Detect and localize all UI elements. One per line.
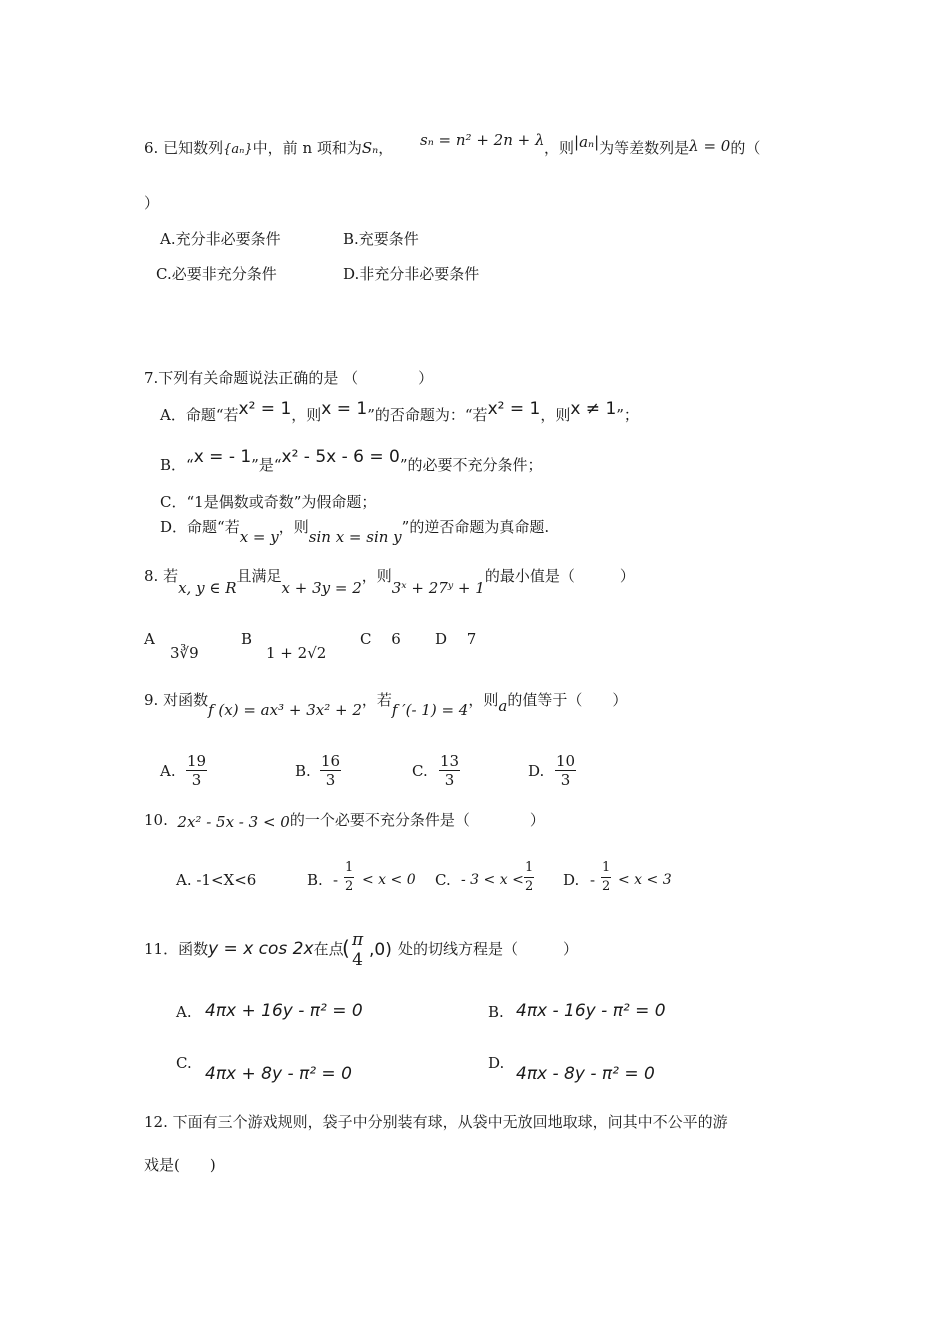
q7-a-x2b: x² = 1 — [487, 399, 541, 419]
q9-option-a-fraction — [186, 752, 207, 789]
q9-text: ，若 — [361, 691, 392, 709]
q9-line — [144, 690, 628, 719]
q10-option-a[interactable]: A. -1<X<6 — [176, 871, 257, 889]
q11-point-rest: ,0) — [369, 940, 392, 960]
q6-option-d[interactable]: D.非充分非必要条件 — [343, 265, 480, 283]
q6-line1b — [544, 133, 761, 158]
q9-option-a-label[interactable]: A. — [160, 762, 176, 780]
denominator: 3 — [555, 770, 576, 789]
denominator: 2 — [525, 879, 534, 894]
q8-vars: x, y ∈ R — [178, 579, 237, 597]
q10-text: 的一个必要不充分条件是（ ） — [289, 811, 545, 829]
q7-b-text: ”是“ — [251, 456, 282, 474]
q6-text: 中，前 n 项和为 — [252, 139, 362, 157]
q6-seq: {aₙ} — [223, 142, 253, 157]
q6-option-c[interactable]: C.必要非充分条件 — [156, 265, 277, 283]
q10-option-d-minus: - — [590, 871, 596, 889]
numerator: 10 — [556, 752, 576, 770]
q7-a-x2: x² = 1 — [238, 399, 292, 419]
q7-a-x: x = 1 — [321, 399, 368, 419]
q11-option-a-label[interactable]: A. — [176, 1003, 192, 1021]
numerator: 1 — [345, 860, 354, 875]
q9-option-c-fraction — [439, 752, 460, 789]
q8-line — [144, 566, 635, 597]
q7-b-eq: x² - 5x - 6 = 0 — [281, 447, 400, 467]
q9-text: ，则 — [468, 691, 499, 709]
q8-option-b-value: 1 + 2√2 — [266, 644, 327, 662]
q9-function: f (x) = ax³ + 3x² + 2 — [208, 701, 362, 719]
q9-text: 9. 对函数 — [144, 691, 209, 709]
denominator: 4 — [352, 950, 363, 970]
denominator: 2 — [345, 879, 354, 894]
q11-text: 在点 — [313, 940, 344, 958]
q9-option-c-label[interactable]: C. — [412, 762, 428, 780]
q10-number: 10. — [144, 811, 168, 829]
denominator: 3 — [186, 770, 207, 789]
q6-number: 6. — [144, 139, 159, 157]
q7-a-text: A．命题“若 — [160, 406, 239, 424]
q11-option-b: 4πx - 16y - π² = 0 — [516, 1001, 666, 1021]
numerator: 16 — [321, 752, 341, 770]
q6-an: |aₙ| — [574, 133, 600, 151]
q8-text: ，则 — [361, 567, 392, 585]
denominator: 3 — [320, 770, 341, 789]
q10-option-c-label[interactable]: C. — [435, 871, 451, 889]
q11-option-c: 4πx + 8y - π² = 0 — [205, 1064, 352, 1084]
q8-option-d[interactable]: D 7 — [435, 630, 477, 648]
q10-option-d-label[interactable]: D. — [563, 871, 580, 889]
q10-option-c-fraction — [524, 859, 534, 896]
q6-text: ，则 — [544, 139, 575, 157]
q10-option-b-rest: < x < 0 — [362, 872, 416, 888]
q6-text: 的（ — [730, 139, 761, 157]
q8-option-a-value: 3∛9 — [170, 644, 199, 662]
q6-option-a[interactable]: A.充分非必要条件 — [160, 230, 281, 248]
q6-sn: Sₙ — [361, 139, 379, 157]
q11-text-end: 处的切线方程是（ ） — [398, 940, 579, 958]
q7-option-d[interactable] — [160, 517, 550, 546]
q7-a-xne: x ≠ 1 — [570, 399, 617, 419]
q8-text: 且满足 — [236, 567, 282, 585]
q12-line1: 12. 下面有三个游戏规则，袋子中分别装有球，从袋中无放回地取球，问其中不公平的游 — [144, 1113, 728, 1131]
q11-point-open: ( — [342, 936, 350, 960]
q9-a: a — [498, 697, 508, 715]
q12-line2: 戏是( ) — [144, 1156, 216, 1174]
numerator: 1 — [525, 860, 534, 875]
q9-derivative: f ′(- 1) = 4 — [391, 701, 469, 719]
q9-text: 的值等于（ ） — [507, 691, 628, 709]
q11-option-d: 4πx - 8y - π² = 0 — [516, 1064, 655, 1084]
q7-option-a[interactable] — [160, 399, 639, 425]
q10-option-b-fraction — [344, 859, 354, 896]
q8-text: 的最小值是（ ） — [484, 567, 635, 585]
q10-option-d-fraction — [601, 859, 611, 896]
q11-option-b-label[interactable]: B. — [488, 1003, 504, 1021]
q6-text: 为等差数列是 — [599, 139, 690, 157]
q7-d-text: ”的逆否命题为真命题. — [401, 518, 550, 536]
q11-option-c-label[interactable]: C. — [176, 1054, 192, 1072]
q11-function: y = x cos 2x — [208, 939, 314, 959]
numerator: 13 — [440, 752, 460, 770]
q6-close: ） — [144, 194, 160, 212]
q9-option-d-label[interactable]: D. — [528, 762, 545, 780]
q10-option-b-minus: - — [333, 871, 339, 889]
q10-inequality: 2x² - 5x - 3 < 0 — [177, 813, 290, 831]
q10-option-b-label[interactable]: B. — [307, 871, 323, 889]
q7-d-xy: x = y — [239, 528, 279, 546]
denominator: 2 — [602, 879, 611, 894]
q7-d-sin: sin x = sin y — [308, 528, 402, 546]
q7-title: 7.下列有关命题说法正确的是 （ ） — [144, 369, 434, 387]
q10-line — [144, 810, 545, 830]
q8-expr: 3ˣ + 27ʸ + 1 — [391, 579, 485, 597]
numerator: 19 — [187, 752, 207, 770]
q9-option-d-fraction — [555, 752, 576, 789]
q7-d-text: D．命题“若 — [160, 518, 240, 536]
q6-text: ， — [378, 139, 394, 157]
q9-option-b-fraction — [320, 752, 341, 789]
q6-cond: λ = 0 — [689, 137, 731, 155]
q11-option-a: 4πx + 16y - π² = 0 — [205, 1001, 363, 1021]
denominator: 3 — [439, 770, 460, 789]
numerator: 1 — [602, 860, 611, 875]
q10-option-d-rest: < x < 3 — [618, 872, 672, 888]
q11-option-d-label[interactable]: D. — [488, 1054, 505, 1072]
q8-cond: x + 3y = 2 — [281, 579, 362, 597]
q7-a-text: ，则 — [540, 406, 571, 424]
q11-text: 11．函数 — [144, 940, 209, 958]
q8-text: 8. 若 — [144, 567, 179, 585]
q6-text: 已知数列 — [163, 139, 224, 157]
q7-d-text: ，则 — [278, 518, 309, 536]
q7-b-text: ”的必要不充分条件； — [399, 456, 543, 474]
q6-line1 — [144, 138, 393, 160]
q8-option-b-label[interactable]: B — [241, 630, 253, 648]
q11-line — [144, 939, 344, 959]
q9-option-b-label[interactable]: B. — [295, 762, 311, 780]
q6-option-b[interactable]: B.充要条件 — [343, 230, 419, 248]
q7-a-text: ”； — [616, 406, 639, 424]
q7-a-text: ”的否命题为：“若 — [367, 406, 488, 424]
q8-option-c[interactable]: C 6 — [360, 630, 401, 648]
numerator: π — [352, 930, 364, 950]
q11-point-fraction — [351, 930, 364, 970]
q6-formula: sₙ = n² + 2n + λ — [420, 131, 545, 149]
q7-b-text: B．“ — [160, 456, 194, 474]
q7-option-b[interactable] — [160, 447, 543, 475]
q7-a-text: ，则 — [291, 406, 322, 424]
q7-option-c[interactable]: C．“1是偶数或奇数”为假命题； — [160, 493, 377, 511]
q10-option-c-left: - 3 < x < — [461, 872, 524, 888]
q8-option-a-label[interactable]: A — [144, 630, 155, 648]
q7-b-x: x = - 1 — [193, 447, 252, 467]
